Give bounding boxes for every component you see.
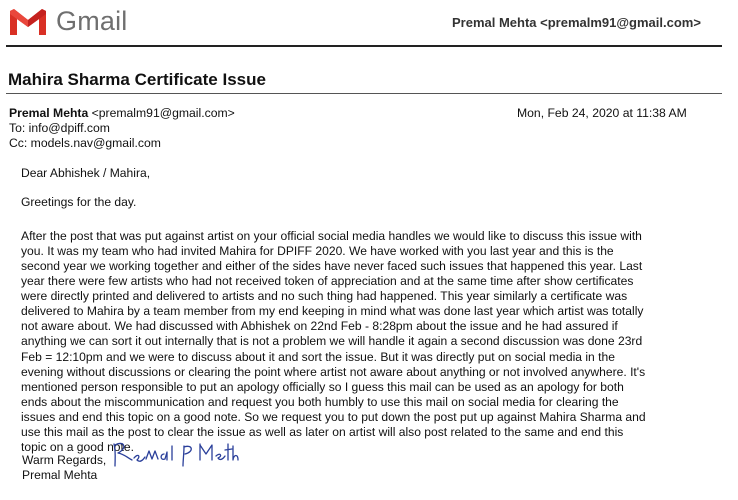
body-line: issues and end this topic on a good note. So we request you to put down the post put up against Mahira Sharma and xyxy=(21,409,646,424)
sender-line xyxy=(9,106,235,120)
subject-divider xyxy=(6,93,722,94)
header-divider xyxy=(6,45,722,47)
body-line: year there were few artists who had not received token of appreciation and at the same time after show certificates xyxy=(21,274,634,289)
email-body-paragraph xyxy=(21,229,691,455)
body-line: use this mail as the post to clear the issue as well as later on artist will also post related to the same and end this xyxy=(21,424,624,439)
body-line: evening without discussions or clearing the point where artist not aware about anything or not involved anywhere. It's xyxy=(21,364,646,379)
gmail-m-icon xyxy=(8,7,48,37)
greeting: Greetings for the day. xyxy=(21,195,137,209)
body-line: not aware about. We had discussed with Abhishek on 22nd Feb - 8:28pm about the issue and he had assured if xyxy=(21,319,618,334)
app-name: Gmail xyxy=(56,6,128,36)
sender-name: Premal Mehta xyxy=(9,106,89,120)
closing: Warm Regards, xyxy=(22,453,107,467)
handwritten-signature xyxy=(110,436,240,470)
body-line: anything we can sort it out internally that is not a problem we will handle it again a second discussion was done 23rd xyxy=(21,334,643,349)
signature-name: Premal Mehta xyxy=(22,468,98,482)
body-line: topic on a good note. xyxy=(21,439,134,454)
gmail-logo xyxy=(8,6,128,37)
body-line: Feb = 12:10pm and we were to discuss about it and sort the issue. But it was directly put on social media in the xyxy=(21,349,615,364)
cc-line: Cc: models.nav@gmail.com xyxy=(9,136,161,150)
body-line: second year we working together and either of the sides have never faced such issues that happened this year. Last xyxy=(21,259,643,274)
gmail-header xyxy=(0,0,738,44)
body-line: After the post that was put against artist on your official social media handles we would like to discuss this issue with xyxy=(21,229,642,243)
body-line: you. It was my team who had invited Mahira for DPIFF 2020. We have worked with you last year and this is the xyxy=(21,244,614,259)
body-line: were directly printed and delivered to artists and no such thing had happened. This year similarly a certificate was xyxy=(21,289,628,304)
sender-address: <premalm91@gmail.com> xyxy=(91,106,235,120)
body-line: delivered to Mahira by a team member from my end keeping in mind what was done last year which artist was totally xyxy=(21,304,644,319)
salutation: Dear Abhishek / Mahira, xyxy=(21,166,151,180)
email-date: Mon, Feb 24, 2020 at 11:38 AM xyxy=(517,106,687,120)
account-label: Premal Mehta <premalm91@gmail.com> xyxy=(452,15,701,30)
to-line: To: info@dpiff.com xyxy=(9,121,110,135)
email-subject: Mahira Sharma Certificate Issue xyxy=(8,70,266,89)
body-line: ends about the miscommunication and request you both humbly to use this mail on social media for clearing the xyxy=(21,394,619,409)
body-line: mentioned person responsible to put an apology officially so I guess this mail can be used as an apology for both xyxy=(21,379,624,394)
